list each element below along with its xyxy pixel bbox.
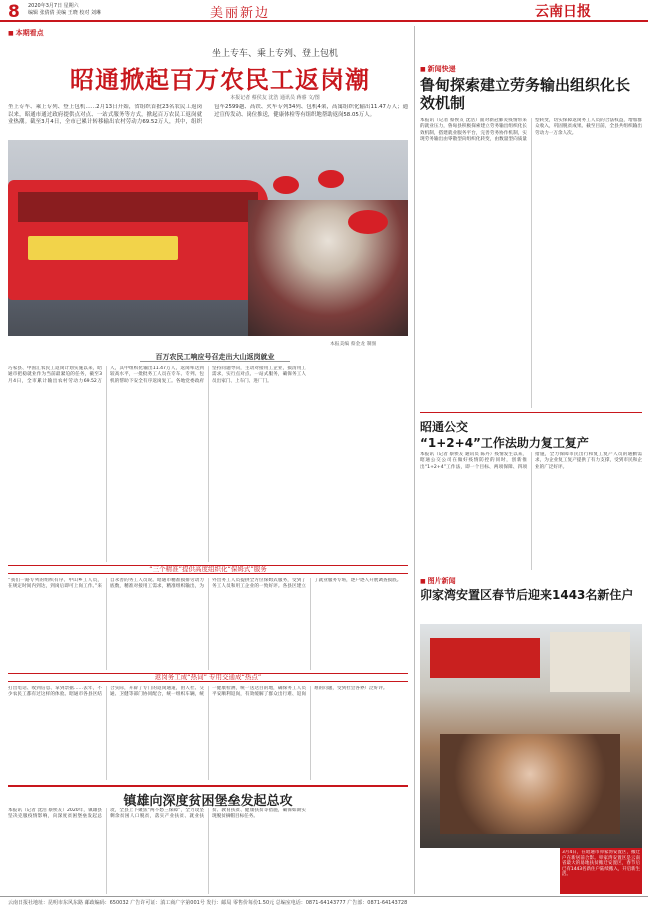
right-top-tag: ■ 新闻快递 (420, 64, 456, 74)
lead-byline: 本报记者 蔡侯友 沈浩 通讯员 蒋睿 文/图 (230, 95, 320, 101)
bottom-rule (8, 785, 408, 787)
masthead-logo: 云南日报 (535, 4, 591, 20)
lead-columns: 巧家县、中国汇农民工返岗计划实施以来，昭通市把稳就业作为当前最紧迫的任务，截至3月4日，全市累计输出农村劳动力69.52万人，其中组织化输出11.47万人，返岗率达到较高水平，一批批务工人员在专车、专列、包机的帮助下安全有序返岗复工。各地党委政府坚持问题导向，主动对接用工企业，摸清用工需求，实行点对点、一站式服务，确保务工人员出家门、上车门、进厂门。 (8, 366, 306, 384)
right-top-headline: 鲁甸探索建立劳务输出组织化长效机制 (420, 76, 631, 112)
relocation-photo (420, 624, 642, 848)
section-title: 美丽新边 (210, 6, 271, 21)
right-top-text: 本报讯（记者 蔡侯友 沈浩）面对新冠肺炎疫情带来的就业压力，鲁甸县积极探索建立劳务输出组织化长效机制，搭建就业服务平台，完善劳务协作机制，实现劳务输出由零散型向组织化转变，由数量型向质量型转变，切实保障返岗务工人员的合法权益，增加群众收入，巩固脱贫成果。截至目前，全县共组织输出劳动力一万余人次。 (420, 118, 642, 143)
column-divider (414, 26, 415, 894)
red-cap-3 (348, 210, 388, 234)
page-header (0, 0, 648, 22)
page-footer: 云南日报社地址：昆明市东风东路 邮政编码：650032 广告许可证：滇工商广字第001号 发行：邮局 零售价每份1.50元 总编室电话：0871-64143777 广告部：0871-64143728 (0, 896, 648, 909)
middle-section-text: “我们一路专列的组织有序、中山乡工人员，在规定时间内到达，到岗后即可上岗工作。”来自永善的务工人员说。昭通市精准摸排劳动力底数，精准对接用工需求，精准组织输出，为外出务工人员提供全方位保姆式服务，受到了务工人员和用工企业的一致好评。各县区建立了就业服务专班，逐户逐人开展调查摸底。 (8, 578, 402, 590)
red-cap-1 (273, 176, 299, 194)
lead-kicker: 坐上专车、乘上专列、登上包机 (211, 49, 338, 59)
bus-banner (28, 236, 178, 260)
red-cap-2 (318, 170, 344, 188)
lead-headline: 昭通掀起百万农民工返岗潮 (70, 66, 370, 94)
lead-tag: ■ 本期看点 (8, 28, 44, 38)
bottom-text: 本报讯（记者 沈浩 蔡侯友）2020年，镇雄县坚决克服疫情影响，向深度贫困堡垒发起总攻，全县上下聚焦“两不愁三保障”，全力攻坚剩余贫困人口脱贫，落实产业扶贫、就业扶贫、教育扶贫、健康扶贫等措施，确保如期实现脱贫摘帽目标任务。 (8, 808, 306, 820)
lead-photo (8, 140, 408, 336)
right-middle-rule (420, 412, 642, 413)
header-date: 2020年3月7日 星期六 (28, 3, 79, 9)
lower-section-bar: 返岗务工成“热词” 专用交通成“热点” (8, 673, 408, 682)
building-facade (550, 632, 630, 692)
header-editors: 编辑 张倩倩 美编 王晓 校对 刘琳 (28, 10, 101, 16)
lead-body: 坐上专车、乘上专列、登上包机……2月13日开始，省组织首批23名农民工返岗以来，昭通市通过政府提供点对点、一站式服务等方式，掀起百万农民工返岗就业热潮。截至3月4日，全市已累计转移输出农村劳动力69.52万人，其中，组织包车2599趟、高铁、火车专列34列、包机4架，高寓组织化输出11.47万人；通过宣传发动、岗位推送，健康体检等有组织地帮助返岗58.05万人。 (8, 104, 408, 125)
bus-windows (18, 192, 258, 222)
residents-group (440, 734, 620, 834)
right-bottom-caption: 3月4日，在昭通市卯家湾安置区，搬迁户在新居前合影。卯家湾安置区是云南省最大的易地扶贫搬迁安置区，春节后已有1443名新住户陆续搬入，开启新生活。 (562, 850, 640, 878)
photo-caption-box (560, 848, 642, 894)
lower-section-text: 打出电话、收到信息、拿到票据……去年，不少农民工都有过这样的体验。昭通市各县区结合实际，开辟了专门的返岗通道，由人社、交通、卫健等部门协同配合，统一组织车辆，统一健康检测，统一送达目的地，确保务工人员平安顺利返岗，有效缓解了群众出行难、返岗难的问题，受到社会各界广泛好评。 (8, 686, 388, 698)
right-middle-headline: 昭通公交 (420, 420, 469, 434)
bottom-headline: 镇雄向深度贫困堡垒发起总攻 (123, 794, 293, 809)
page-number: 8 (8, 2, 20, 22)
lead-photo-caption: 本报美编 蔡金龙 制图 (330, 342, 377, 347)
building-banner (430, 638, 540, 678)
right-middle-headline-quoted: “1+2+4”工作法助力复工复产 (420, 436, 589, 450)
right-bottom-tag: ■ 图片新闻 (420, 576, 456, 586)
middle-section-bar: “三个精准”提供高度组织化“保姆式”服务 (8, 565, 408, 574)
right-bottom-headline: 卯家湾安置区春节后迎来1443名新住户 (420, 588, 634, 602)
lead-subhead: 百万农民工响应号召走出大山返岗就业 (140, 352, 290, 362)
right-middle-text: 本报讯（记者 蔡侯友 通讯员 陈丹）疫情发生以来，昭通公交公司在做好疫情防控的同时，创新推出“1+2+4”工作法，即一个目标、两项保障、四项措施，全力保障市民出行和复工复产人员的通勤需求，为企业复工复产提供了有力支撑，受到市民和企业的广泛好评。 (420, 452, 642, 470)
